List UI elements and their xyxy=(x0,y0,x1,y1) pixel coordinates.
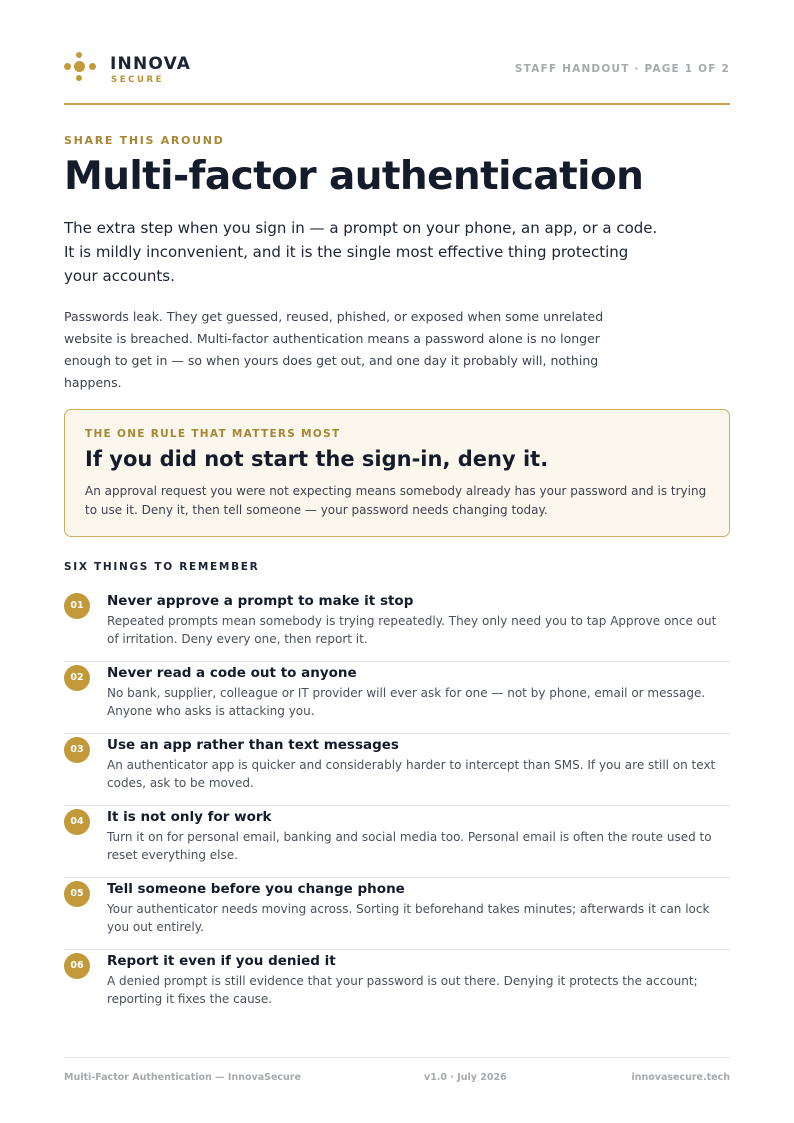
callout-text: An approval request you were not expecting means somebody already has your password and is trying to use it. Deny it, then tell someone — your password needs changing today. xyxy=(85,484,707,517)
key-rule-callout xyxy=(64,409,730,537)
list-item xyxy=(64,734,730,806)
tip-title: Tell someone before you change phone xyxy=(107,881,405,897)
number-badge: 04 xyxy=(64,809,90,835)
list-item xyxy=(64,950,730,1022)
page-title: Multi-factor authentication xyxy=(64,154,644,199)
page-meta: STAFF HANDOUT · PAGE 1 OF 2 xyxy=(514,63,730,75)
brand-subtitle: SECURE xyxy=(111,75,165,85)
tip-title: It is not only for work xyxy=(107,809,272,825)
number-badge: 02 xyxy=(64,665,90,691)
footer-website: innovasecure.tech xyxy=(631,1072,730,1083)
page-footer xyxy=(64,1072,730,1088)
tip-text: No bank, supplier, colleague or IT provider will ever ask for one — not by phone, email or message. Anyone who asks is attacking you. xyxy=(107,686,706,718)
list-item xyxy=(64,806,730,878)
callout-label: THE ONE RULE THAT MATTERS MOST xyxy=(85,428,341,440)
tip-text: A denied prompt is still evidence that your password is out there. Denying it protects the account; reporting it fixes the cause. xyxy=(107,974,698,1006)
number-badge: 03 xyxy=(64,737,90,763)
page-header xyxy=(64,50,730,90)
header-divider xyxy=(64,103,730,105)
lede-paragraph: The extra step when you sign in — a prompt on your phone, an app, or a code. It is mildly inconvenient, and it is the single most effective thing protecting your accounts. xyxy=(64,219,658,285)
footer-document-name: Multi-Factor Authentication — InnovaSecure xyxy=(64,1072,301,1083)
callout-heading: If you did not start the sign-in, deny it. xyxy=(85,447,549,471)
kicker: SHARE THIS AROUND xyxy=(64,134,225,147)
tip-text: Your authenticator needs moving across. Sorting it beforehand takes minutes; afterwards it can lock you out entirely. xyxy=(107,902,710,934)
number-badge: 06 xyxy=(64,953,90,979)
list-item xyxy=(64,662,730,734)
tip-text: Repeated prompts mean somebody is trying repeatedly. They only need you to tap Approve once out of irritation. Deny every one, then report it. xyxy=(107,614,717,646)
list-item xyxy=(64,590,730,662)
footer-divider xyxy=(64,1057,730,1058)
tip-title: Use an app rather than text messages xyxy=(107,737,399,753)
list-item xyxy=(64,878,730,950)
tip-title: Never read a code out to anyone xyxy=(107,665,357,681)
intro-paragraph: Passwords leak. They get guessed, reused, phished, or exposed when some unrelated website is breached. Multi-factor authentication means a password alone is no longer enough to get in — so when yours does get out, and one day it probably will, nothing happens. xyxy=(64,309,604,390)
tip-title: Never approve a prompt to make it stop xyxy=(107,593,414,609)
number-badge: 05 xyxy=(64,881,90,907)
tips-section-label: SIX THINGS TO REMEMBER xyxy=(64,561,260,573)
footer-version: v1.0 · July 2026 xyxy=(424,1072,507,1083)
innova-logo-icon xyxy=(64,52,100,82)
brand-name: INNOVA xyxy=(110,54,192,74)
handout-page xyxy=(64,0,730,1123)
tip-title: Report it even if you denied it xyxy=(107,953,336,969)
tip-text: An authenticator app is quicker and considerably harder to intercept than SMS. If you are still on text codes, ask to be moved. xyxy=(107,758,716,790)
number-badge: 01 xyxy=(64,593,90,619)
tip-text: Turn it on for personal email, banking and social media too. Personal email is often the route used to reset everything else. xyxy=(107,830,712,862)
tips-list xyxy=(64,590,730,1022)
